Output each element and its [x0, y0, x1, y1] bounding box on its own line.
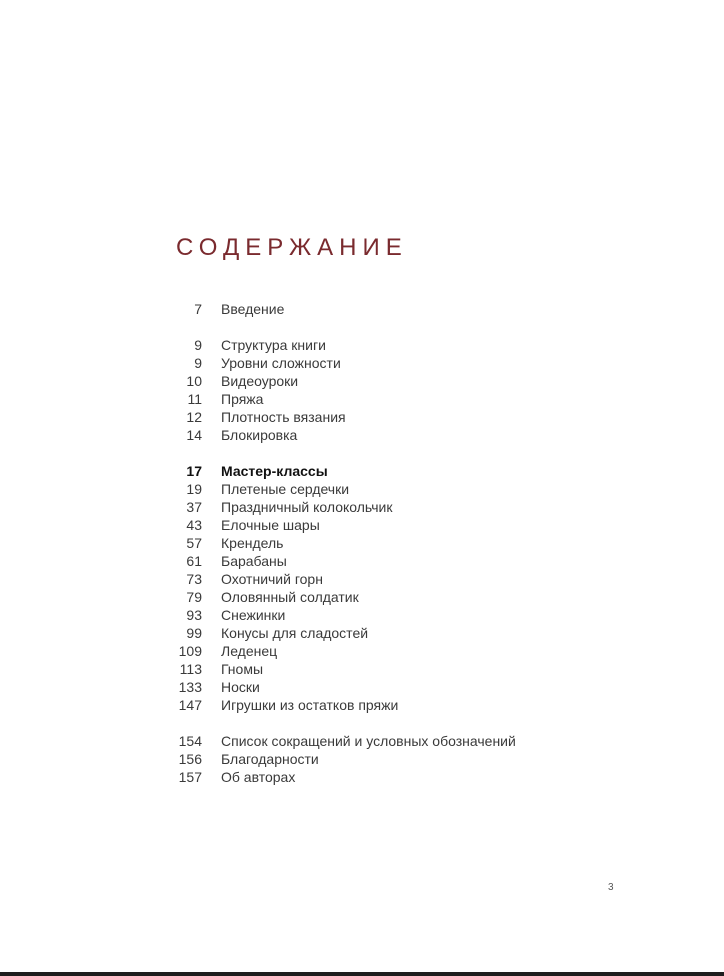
toc-label: Введение [221, 301, 285, 317]
toc-label: Праздничный колокольчик [221, 499, 393, 515]
toc-label: Видеоуроки [221, 373, 299, 389]
toc-entry[interactable] [0, 426, 600, 444]
toc-entry[interactable] [0, 408, 600, 426]
toc-entry[interactable] [0, 768, 600, 786]
toc-label: Снежинки [221, 607, 286, 623]
toc-entry[interactable] [0, 336, 600, 354]
toc-label: Плотность вязания [221, 409, 346, 425]
toc-page-number: 133 [178, 679, 202, 695]
toc-page-number: 9 [194, 355, 202, 371]
toc-label: Носки [221, 679, 260, 695]
toc-label: Гномы [221, 661, 263, 677]
toc-page-number: 156 [178, 751, 202, 767]
toc-section-heading[interactable] [0, 462, 600, 480]
toc-label: Благодарности [221, 751, 319, 767]
toc-page-number: 17 [186, 463, 202, 479]
toc-label: Плетеные сердечки [221, 481, 350, 497]
toc-label: Пряжа [221, 391, 264, 407]
bottom-border [0, 972, 724, 976]
toc-entry[interactable] [0, 588, 600, 606]
toc-entry[interactable] [0, 552, 600, 570]
toc-label: Охотничий горн [221, 571, 323, 587]
toc-page-number: 73 [186, 571, 202, 587]
toc-page-number: 99 [186, 625, 202, 641]
toc-page-number: 147 [178, 697, 202, 713]
toc-entry[interactable] [0, 624, 600, 642]
toc-page-number: 109 [178, 643, 202, 659]
toc-page-number: 113 [179, 661, 202, 677]
toc-label: Конусы для сладостей [221, 625, 369, 641]
toc-entry[interactable] [0, 498, 600, 516]
toc-entry[interactable] [0, 696, 600, 714]
toc-label: Структура книги [221, 337, 326, 353]
toc-page-number: 154 [178, 733, 202, 749]
toc-entry[interactable] [0, 300, 600, 318]
toc-label: Крендель [221, 535, 284, 551]
toc-entry[interactable] [0, 750, 600, 768]
toc-page-number: 37 [186, 499, 202, 515]
toc-entry[interactable] [0, 570, 600, 588]
toc-page-number: 57 [186, 535, 202, 551]
toc-page-number: 11 [187, 391, 202, 407]
toc-label: Леденец [221, 643, 278, 659]
toc-label: Блокировка [221, 427, 298, 443]
toc-label: Елочные шары [221, 517, 320, 533]
toc-page-number: 43 [186, 517, 202, 533]
toc-entry[interactable] [0, 534, 600, 552]
toc-entry[interactable] [0, 732, 600, 750]
toc-label: Об авторах [221, 769, 296, 785]
toc-page-number: 12 [186, 409, 202, 425]
page-number: 3 [608, 882, 614, 893]
toc-label: Барабаны [221, 553, 287, 569]
toc-label: Уровни сложности [221, 355, 341, 371]
toc-entry[interactable] [0, 642, 600, 660]
toc-entry[interactable] [0, 390, 600, 408]
toc-page-number: 9 [194, 337, 202, 353]
toc-entry[interactable] [0, 354, 600, 372]
toc-label: Список сокращений и условных обозначений [221, 733, 516, 749]
page-title: СОДЕРЖАНИЕ [176, 234, 408, 261]
toc-entry[interactable] [0, 516, 600, 534]
toc-label: Оловянный солдатик [221, 589, 359, 605]
toc-entry[interactable] [0, 678, 600, 696]
toc-entry[interactable] [0, 606, 600, 624]
toc-page-number: 79 [186, 589, 202, 605]
toc-label: Игрушки из остатков пряжи [221, 697, 399, 713]
toc-page-number: 7 [194, 301, 202, 317]
toc-page-number: 61 [186, 553, 202, 569]
toc-page-number: 19 [186, 481, 202, 497]
toc-page-number: 14 [186, 427, 202, 443]
toc-page-number: 157 [178, 769, 202, 785]
toc-page-number: 93 [186, 607, 202, 623]
toc-entry[interactable] [0, 372, 600, 390]
toc-label: Мастер-классы [221, 463, 328, 479]
toc-page-number: 10 [186, 373, 202, 389]
toc-entry[interactable] [0, 660, 600, 678]
toc-entry[interactable] [0, 480, 600, 498]
